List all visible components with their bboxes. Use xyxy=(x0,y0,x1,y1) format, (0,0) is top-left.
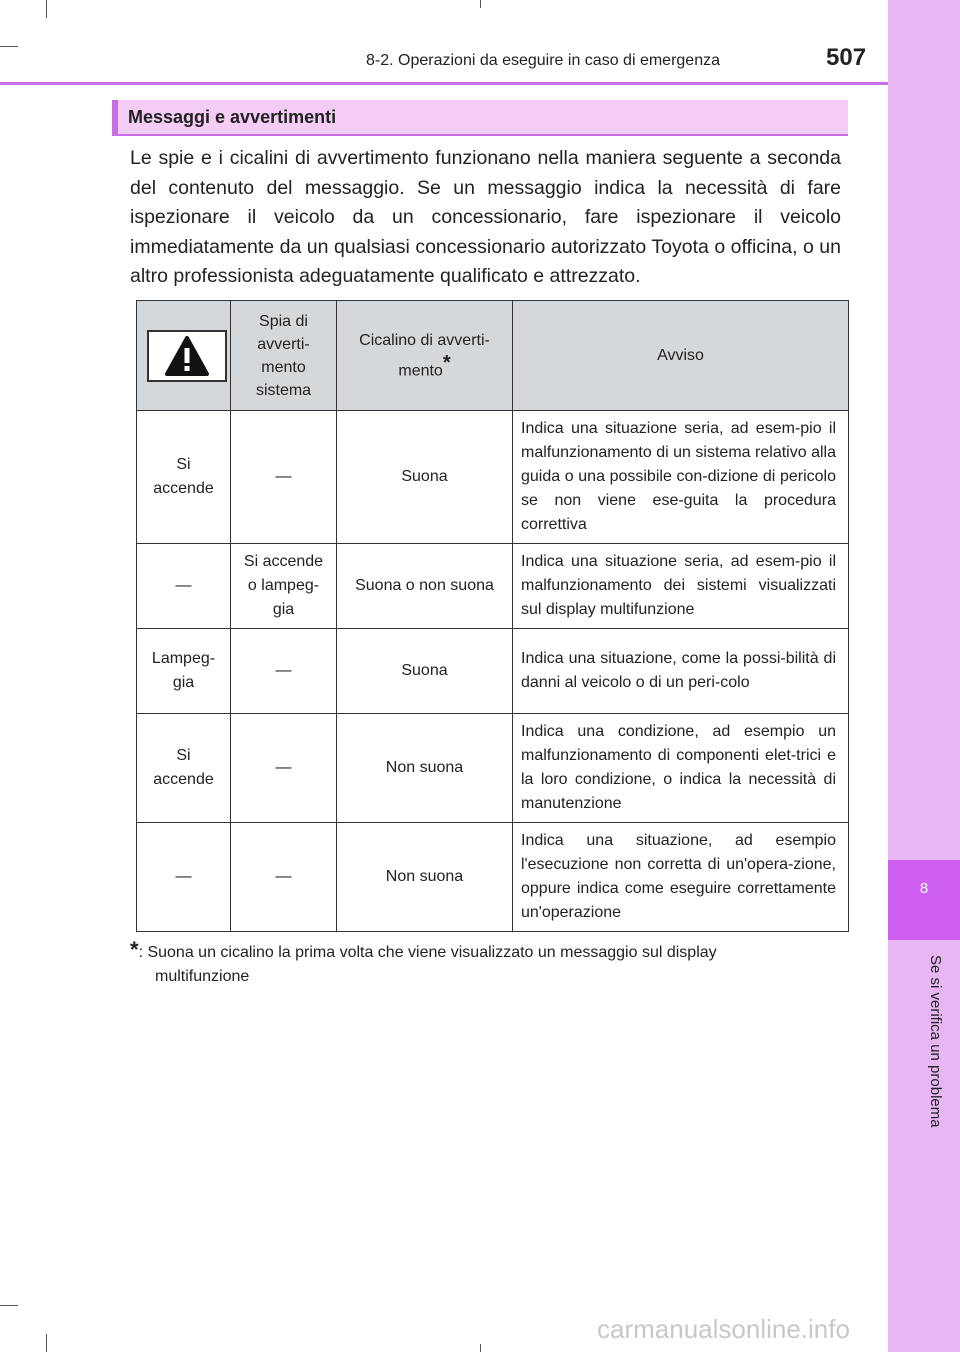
cell-buzzer: Non suona xyxy=(337,823,513,932)
cell-notice: Indica una situazione, ad esempio l'esecuzione non corretta di un'opera-zione, oppure indica come eseguire correttamente un'operazione xyxy=(513,823,849,932)
crop-mark xyxy=(46,0,47,18)
footnote-mark: * xyxy=(130,937,139,962)
table-header-row xyxy=(137,301,849,411)
cell-system-light: — xyxy=(231,823,337,932)
cell-buzzer: Suona xyxy=(337,411,513,544)
intro-paragraph: Le spie e i cicalini di avvertimento funzionano nella maniera seguente a seconda del contenuto del messaggio. Se un messaggio indica la necessità di fare ispezionare il veicolo da un concessionario, fare ispezionare il veicolo immediatamente da un qualsiasi concessionario autorizzato Toyota o officina, o un altro professionista adeguatamente qualificato e attrezzato. xyxy=(130,147,841,287)
section-title: Messaggi e avvertimenti xyxy=(128,107,337,127)
cell-notice: Indica una condizione, ad esempio un malfunzionamento di componenti elet-trici e la loro condizione, o indica la necessità di manutenzione xyxy=(513,714,849,823)
chapter-tab xyxy=(888,860,960,940)
cell-buzzer: Non suona xyxy=(337,714,513,823)
footnote xyxy=(130,938,841,989)
cell-notice: Indica una situazione, come la possi-bilità di danni al veicolo o di un peri-colo xyxy=(513,629,849,714)
header-notice: Avviso xyxy=(513,301,849,411)
crop-mark xyxy=(480,1344,481,1352)
cell-buzzer: Suona o non suona xyxy=(337,544,513,629)
table-row xyxy=(137,544,849,629)
header-buzzer-footnote-mark: * xyxy=(442,351,451,374)
cell-icon-state: — xyxy=(137,823,231,932)
crop-mark xyxy=(0,46,18,47)
cell-notice: Indica una situazione seria, ad esem-pio il malfunzionamento di un sistema relativo alla guida o una possibile con-dizione di pericolo se non viene ese-guita la procedura correttiva xyxy=(513,411,849,544)
warning-message-table xyxy=(136,300,849,932)
header-buzzer xyxy=(337,301,513,411)
table-row xyxy=(137,629,849,714)
crop-mark xyxy=(480,0,481,8)
header-rule xyxy=(0,82,888,85)
cell-buzzer: Suona xyxy=(337,629,513,714)
footnote-text: : Suona un cicalino la prima volta che viene visualizzato un messaggio sul display xyxy=(138,944,717,961)
cell-system-light: — xyxy=(231,714,337,823)
crop-mark xyxy=(0,1305,18,1306)
header-buzzer-label: Cicalino di avverti-mento xyxy=(359,331,490,380)
header-icon-cell xyxy=(137,301,231,411)
page-number: 507 xyxy=(826,44,867,71)
warning-triangle-icon xyxy=(147,330,227,382)
cell-icon-state: Si accende xyxy=(137,714,231,823)
table-row xyxy=(137,823,849,932)
table-row xyxy=(137,714,849,823)
crop-mark xyxy=(46,1334,47,1352)
cell-notice: Indica una situazione seria, ad esem-pio il malfunzionamento dei sistemi visualizzati sul display multifunzione xyxy=(513,544,849,629)
watermark: carmanualsonline.info xyxy=(597,1314,850,1344)
table-row xyxy=(137,411,849,544)
cell-icon-state: Si accende xyxy=(137,411,231,544)
chapter-title: Se si verifica un problema xyxy=(927,955,944,1128)
running-header: 8-2. Operazioni da eseguire in caso di emergenza xyxy=(366,52,720,69)
cell-icon-state: Lampeg-gia xyxy=(137,629,231,714)
chapter-side-strip xyxy=(888,0,960,1352)
cell-system-light: — xyxy=(231,629,337,714)
cell-system-light: — xyxy=(231,411,337,544)
section-heading-accent xyxy=(112,100,118,134)
header-system-light: Spia di avverti-mento sistema xyxy=(231,301,337,411)
cell-icon-state: — xyxy=(137,544,231,629)
chapter-number: 8 xyxy=(919,880,929,897)
cell-system-light: Si accende o lampeg-gia xyxy=(231,544,337,629)
section-heading-bar xyxy=(112,100,848,136)
footnote-text-continued: multifunzione xyxy=(155,968,250,985)
